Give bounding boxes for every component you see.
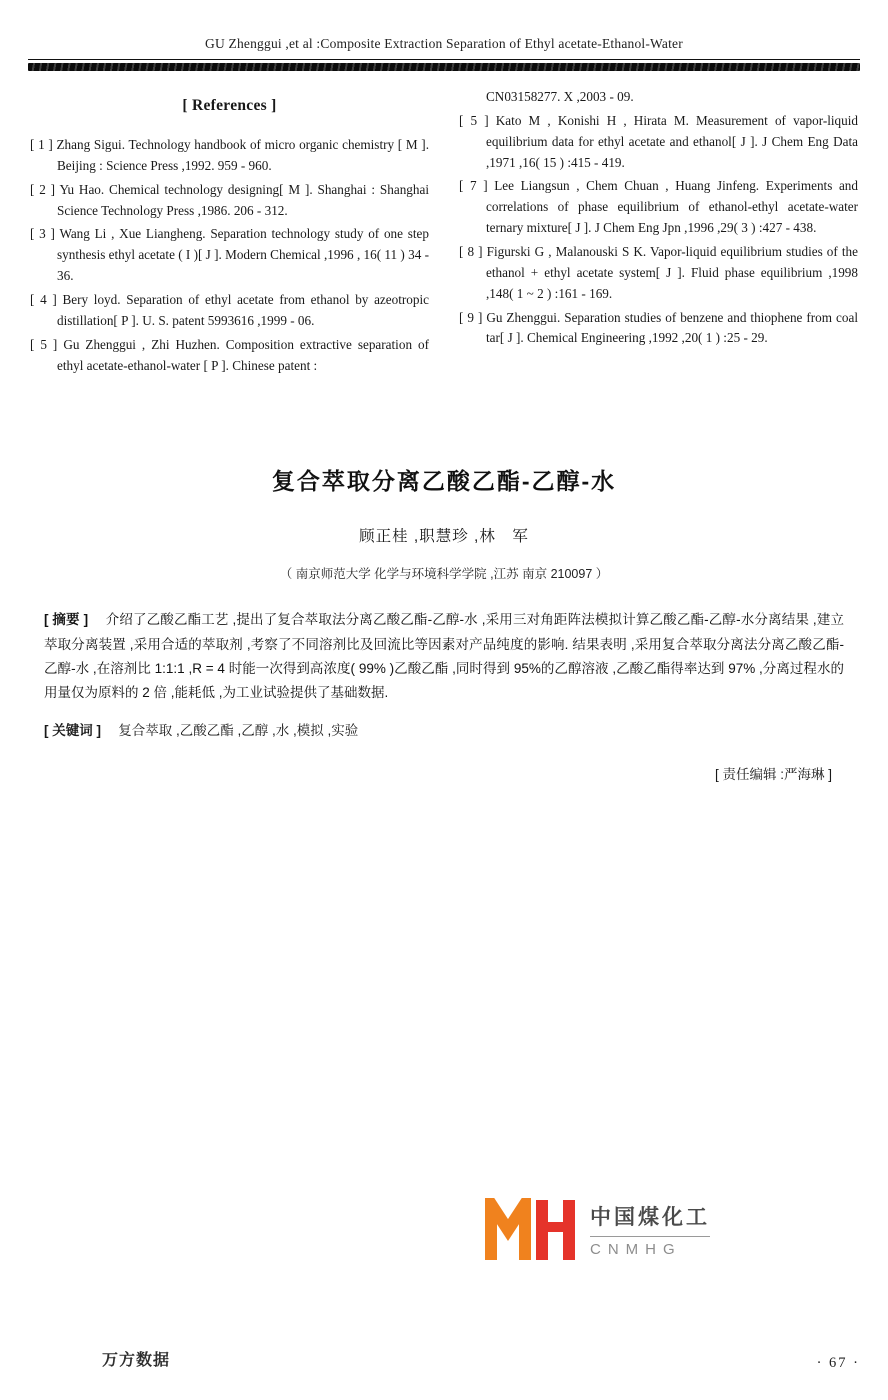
reference-label: [ 9 ] — [459, 309, 483, 325]
publisher-logo — [484, 1198, 710, 1260]
references-right-column — [459, 87, 858, 379]
reference-text: Yu Hao. Chemical technology designing[ M ]. Shanghai : Shanghai Science Technology Press ,1986. 206 - 312. — [57, 181, 429, 218]
reference-label: [ 4 ] — [30, 292, 57, 308]
keywords-text: 复合萃取 ,乙酸乙酯 ,乙醇 ,水 ,模拟 ,实验 — [118, 723, 359, 739]
article-authors: 顾正桂 ,职慧珍 ,林 军 — [359, 528, 529, 546]
reference-label: [ 5 ] — [459, 112, 489, 128]
reference-text: Bery loyd. Separation of ethyl acetate from ethanol by azeotropic distillation[ P ]. U. S. patent 5993616 ,1999 - 06. — [57, 292, 429, 328]
reference-item — [30, 180, 429, 222]
reference-item — [30, 224, 429, 287]
reference-label: [ 5 ] — [30, 336, 58, 352]
article-title: 复合萃取分离乙酸乙酯-乙醇-水 — [271, 468, 617, 495]
header-rule-thin — [28, 59, 860, 60]
page-number: · 67 · — [816, 1355, 860, 1371]
reference-label: [ 1 ] — [30, 137, 53, 152]
keywords-paragraph — [44, 719, 844, 743]
mh-logo-icon — [484, 1198, 576, 1260]
article-affiliation: （ 南京师范大学 化学与环境科学学院 ,江苏 南京 210097 ） — [279, 567, 609, 582]
reference-label: [ 8 ] — [459, 244, 483, 260]
reference-item — [459, 242, 858, 305]
reference-item — [459, 176, 858, 239]
reference-item — [30, 335, 429, 377]
logo-divider — [590, 1236, 710, 1237]
reference-text: Kato M , Konishi H , Hirata M. Measurement of vapor-liquid equilibrium data for ethyl acetate and ethanol[ J ]. J Chem Eng Data ,1971 ,16( 15 ) :415 - 419. — [486, 112, 858, 170]
reference-item — [30, 135, 429, 177]
references-heading: [ References ] — [182, 97, 277, 114]
reference-item — [459, 308, 858, 350]
reference-text: Zhang Sigui. Technology handbook of micro organic chemistry [ M ]. Beijing : Science Press ,1992. 959 - 960. — [56, 137, 429, 173]
reference-item — [30, 290, 429, 332]
reference-label: [ 3 ] — [30, 226, 55, 242]
chinese-article-block — [44, 463, 844, 783]
editor-note: [ 责任编辑 :严海琳 ] — [714, 767, 832, 783]
wanfang-watermark: 万方数据 — [102, 1352, 171, 1369]
reference-item — [459, 111, 858, 174]
reference-text: Gu Zhenggui. Separation studies of benzene and thiophene from coal tar[ J ]. Chemical Engineering ,1992 ,20( 1 ) :25 - 29. — [486, 309, 858, 346]
references-section — [30, 87, 858, 379]
reference-label: [ 7 ] — [459, 178, 488, 194]
logo-text-block — [590, 1201, 710, 1258]
abstract-label: [ 摘要 ] — [44, 612, 89, 628]
running-title: GU Zhenggui ,et al :Composite Extraction Separation of Ethyl acetate-Ethanol-Water — [205, 36, 683, 51]
reference-text: Gu Zhenggui , Zhi Huzhen. Composition extractive separation of ethyl acetate-ethanol-water [ P ]. Chinese patent : — [57, 336, 429, 373]
logo-english-name: CNMHG — [590, 1240, 682, 1258]
header-rule-thick — [28, 63, 860, 71]
reference-continuation: CN03158277. X ,2003 - 09. — [486, 89, 634, 104]
reference-text: Figurski G , Malanouski S K. Vapor-liquid equilibrium studies of the ethanol + ethyl acetate system[ J ]. Fluid phase equilibrium ,1998 ,148( 1 ~ 2 ) :161 - 169. — [486, 244, 858, 301]
keywords-label: [ 关键词 ] — [44, 723, 101, 739]
logo-chinese-name: 中国煤化工 — [590, 1205, 710, 1229]
abstract-paragraph — [44, 608, 844, 705]
abstract-text: 介绍了乙酸乙酯工艺 ,提出了复合萃取法分离乙酸乙酯-乙醇-水 ,采用三对角距阵法模拟计算乙酸乙酯-乙醇-水分离结果 ,建立萃取分离装置 ,采用合适的萃取剂 ,考察了不同溶剂比及回流比等因素对产品纯度的影响. 结果表明 ,采用复合萃取分离法分离乙酸乙酯-乙醇-水 ,在溶剂比 1:1:1 ,R = 4 时能一次得到高浓度( 99% )乙酸乙酯 ,同时得到 95%的乙醇溶液 ,乙酸乙酯得率达到 97% ,分离过程水的用量仅为原料的 2 倍 ,能耗低 ,为工业试验提供了基础数据. — [44, 612, 844, 701]
reference-text: Lee Liangsun , Chem Chuan , Huang Jinfeng. Experiments and correlations of phase equilibrium of ethanol-ethyl acetate-water ternary mixture[ J ]. J Chem Eng Jpn ,1996 ,29( 3 ) :427 - 438. — [486, 178, 858, 236]
reference-label: [ 2 ] — [30, 181, 56, 197]
page-header — [28, 0, 860, 71]
reference-text: Wang Li , Xue Liangheng. Separation technology study of one step synthesis ethyl acetate ( I )[ J ]. Modern Chemical ,1996 , 16( 11 ) 34 - 36. — [57, 226, 429, 284]
references-left-column — [30, 87, 429, 379]
